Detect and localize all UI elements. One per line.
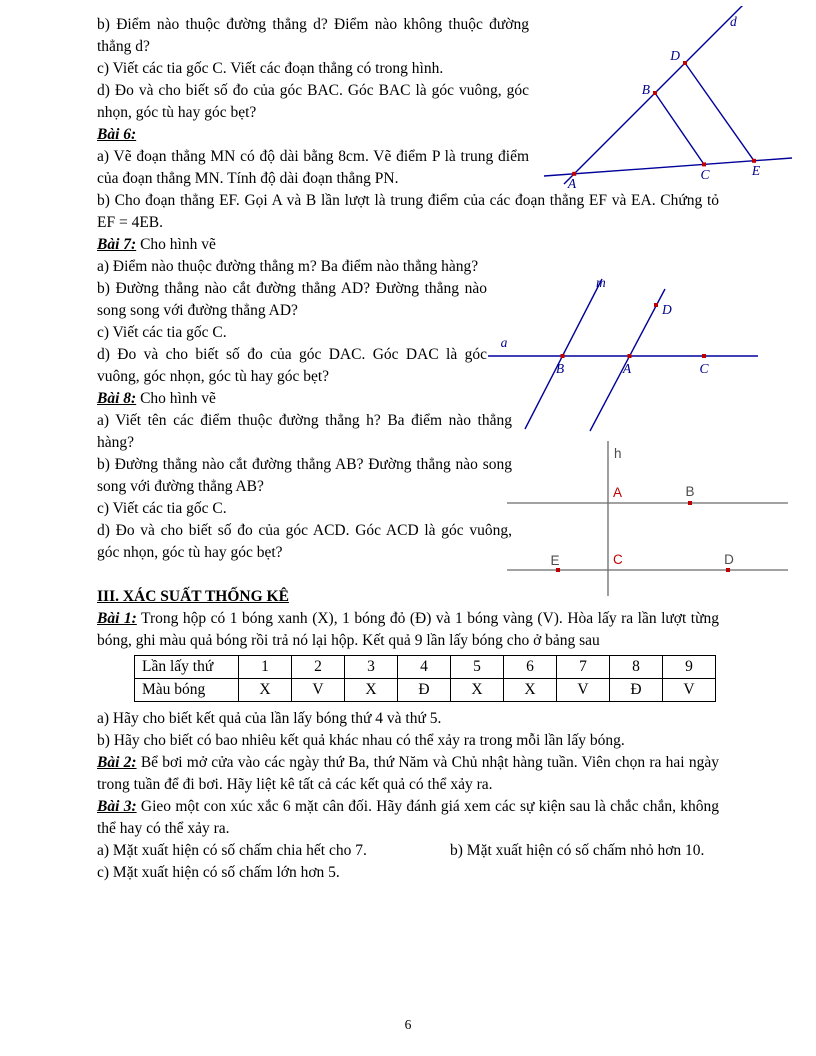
label-B: B	[641, 82, 650, 97]
exercise-8-intro: Cho hình vẽ	[136, 390, 216, 407]
label-B: B	[685, 484, 695, 499]
paragraph-bai3-ab	[97, 840, 719, 862]
exercise-3-label: Bài 3:	[97, 798, 137, 815]
exercise-1-statement	[97, 608, 719, 652]
table-row-attempt-number	[135, 656, 716, 679]
ball-results-table	[134, 655, 716, 702]
paragraph-bai6-a: a) Vẽ đoạn thẳng MN có độ dài bằng 8cm. Vẽ điểm P là trung điểm của đoạn thẳng MN. Tính độ dài đoạn thẳng PN.	[97, 148, 529, 187]
label-A: A	[622, 361, 632, 376]
exercise-7-intro: Cho hình vẽ	[136, 236, 216, 253]
paragraph-bai7-b: b) Đường thẳng nào cắt đường thẳng AD? Đường thẳng nào song song với đường thẳng AD?	[97, 280, 487, 319]
paragraph-bai3-c: c) Mặt xuất hiện có số chấm lớn hơn 5.	[97, 864, 340, 881]
table-cell: Đ	[398, 679, 451, 702]
label-C: C	[699, 361, 709, 376]
exercise-7-heading	[97, 234, 487, 256]
paragraph-bai8-c: c) Viết các tia gốc C.	[97, 500, 227, 517]
table-cell: X	[345, 679, 398, 702]
paragraph-bai8-a: a) Viết tên các điểm thuộc đường thẳng h? Ba điểm nào thẳng hàng?	[97, 412, 512, 451]
paragraph-bai1-a: a) Hãy cho biết kết quả của lần lấy bóng thứ 4 và thứ 5.	[97, 710, 442, 727]
paragraph-bai5-b: b) Điểm nào thuộc đường thẳng d? Điểm nào không thuộc đường thẳng d?	[97, 16, 529, 55]
table-cell: 1	[239, 656, 292, 679]
label-A: A	[613, 485, 623, 500]
table-cell: 9	[663, 656, 716, 679]
paragraph-bai5-d: d) Đo và cho biết số đo của góc BAC. Góc BAC là góc vuông, góc nhọn, góc tù hay góc bẹt?	[97, 82, 529, 121]
table-cell: 4	[398, 656, 451, 679]
table-cell: 3	[345, 656, 398, 679]
exercise-6-heading	[97, 124, 529, 146]
table-cell: 2	[292, 656, 345, 679]
label-C: C	[613, 552, 623, 567]
paragraph-bai7-a: a) Điểm nào thuộc đường thẳng m? Ba điểm nào thẳng hàng?	[97, 258, 479, 275]
table-cell: 5	[451, 656, 504, 679]
exercise-1-intro: Trong hộp có 1 bóng xanh (X), 1 bóng đỏ (Đ) và 1 bóng vàng (V). Hòa lấy ra lần lượt từng bóng, ghi màu quả bóng rồi trả nó lại hộp. Kết quả 9 lần lấy bóng cho ở bảng sau	[97, 610, 720, 649]
label-B: B	[555, 361, 565, 376]
table-cell: Màu bóng	[135, 679, 239, 702]
table-cell: Đ	[610, 679, 663, 702]
label-D: D	[662, 302, 672, 317]
exercise-3-text: Gieo một con xúc xắc 6 mặt cân đối. Hãy đánh giá xem các sự kiện sau là chắc chắn, không thể hay có thể xảy ra.	[97, 798, 719, 837]
table-cell: X	[504, 679, 557, 702]
table-cell: V	[292, 679, 345, 702]
label-line-h: h	[614, 446, 622, 461]
paragraph-bai6-b: b) Cho đoạn thẳng EF. Gọi A và B lần lượt là trung điểm của các đoạn thẳng EF và EA. Chứng tỏ EF = 4EB.	[97, 192, 719, 231]
label-D: D	[724, 552, 734, 567]
table-cell: X	[451, 679, 504, 702]
paragraph-bai3-b: b) Mặt xuất hiện có số chấm nhỏ hơn 10.	[450, 842, 705, 859]
label-line-d: d	[730, 14, 737, 29]
label-C: C	[700, 167, 710, 182]
paragraph-bai5-c: c) Viết các tia gốc C. Viết các đoạn thẳng có trong hình.	[97, 60, 444, 77]
label-E: E	[751, 163, 761, 178]
label-line-m: m	[596, 275, 606, 290]
table-cell: 8	[610, 656, 663, 679]
table-cell: X	[239, 679, 292, 702]
page-number: 6	[404, 1017, 412, 1032]
paragraph-bai7-c: c) Viết các tia gốc C.	[97, 324, 227, 341]
exercise-7-label: Bài 7:	[97, 236, 137, 253]
exercise-2-label: Bài 2:	[97, 754, 137, 771]
table-row-ball-color	[135, 679, 716, 702]
section-3-heading: III. XÁC SUẤT THỐNG KÊ	[97, 588, 289, 605]
paragraph-bai8-d: d) Đo và cho biết số đo của góc ACD. Góc ACD là góc vuông, góc nhọn, góc tù hay góc bẹt?	[97, 522, 512, 561]
exercise-6-label: Bài 6:	[97, 126, 137, 143]
exercise-8-heading	[97, 388, 512, 410]
exercise-3-statement	[97, 796, 719, 840]
exercise-1-label: Bài 1:	[97, 610, 137, 627]
exercise-2-statement	[97, 752, 719, 796]
paragraph-bai3-a: a) Mặt xuất hiện có số chấm chia hết cho 7.	[97, 842, 367, 859]
table-cell: V	[557, 679, 610, 702]
label-A: A	[567, 176, 577, 188]
point-D-marker	[726, 568, 730, 572]
table-cell: 6	[504, 656, 557, 679]
table-cell: V	[663, 679, 716, 702]
label-line-a: a	[500, 335, 508, 350]
exercise-2-text: Bể bơi mở cửa vào các ngày thứ Ba, thứ Năm và Chủ nhật hàng tuần. Viên chọn ra hai ngày trong tuần để đi bơi. Hãy liệt kê tất cả các kết quả có thể xảy ra.	[97, 754, 719, 793]
table-cell: Lần lấy thứ	[135, 656, 239, 679]
paragraph-bai8-b: b) Đường thẳng nào cắt đường thẳng AB? Đường thẳng nào song song với đường thẳng AB?	[97, 456, 512, 495]
paragraph-bai7-d: d) Đo và cho biết số đo của góc DAC. Góc DAC là góc vuông, góc nhọn, góc tù hay góc bẹt?	[97, 346, 487, 385]
table-cell: 7	[557, 656, 610, 679]
label-E: E	[550, 553, 560, 568]
label-D: D	[670, 48, 680, 63]
exercise-8-label: Bài 8:	[97, 390, 137, 407]
page-content	[97, 14, 719, 884]
paragraph-bai1-b: b) Hãy cho biết có bao nhiêu kết quả khác nhau có thể xảy ra trong mỗi lần lấy bóng.	[97, 732, 625, 749]
